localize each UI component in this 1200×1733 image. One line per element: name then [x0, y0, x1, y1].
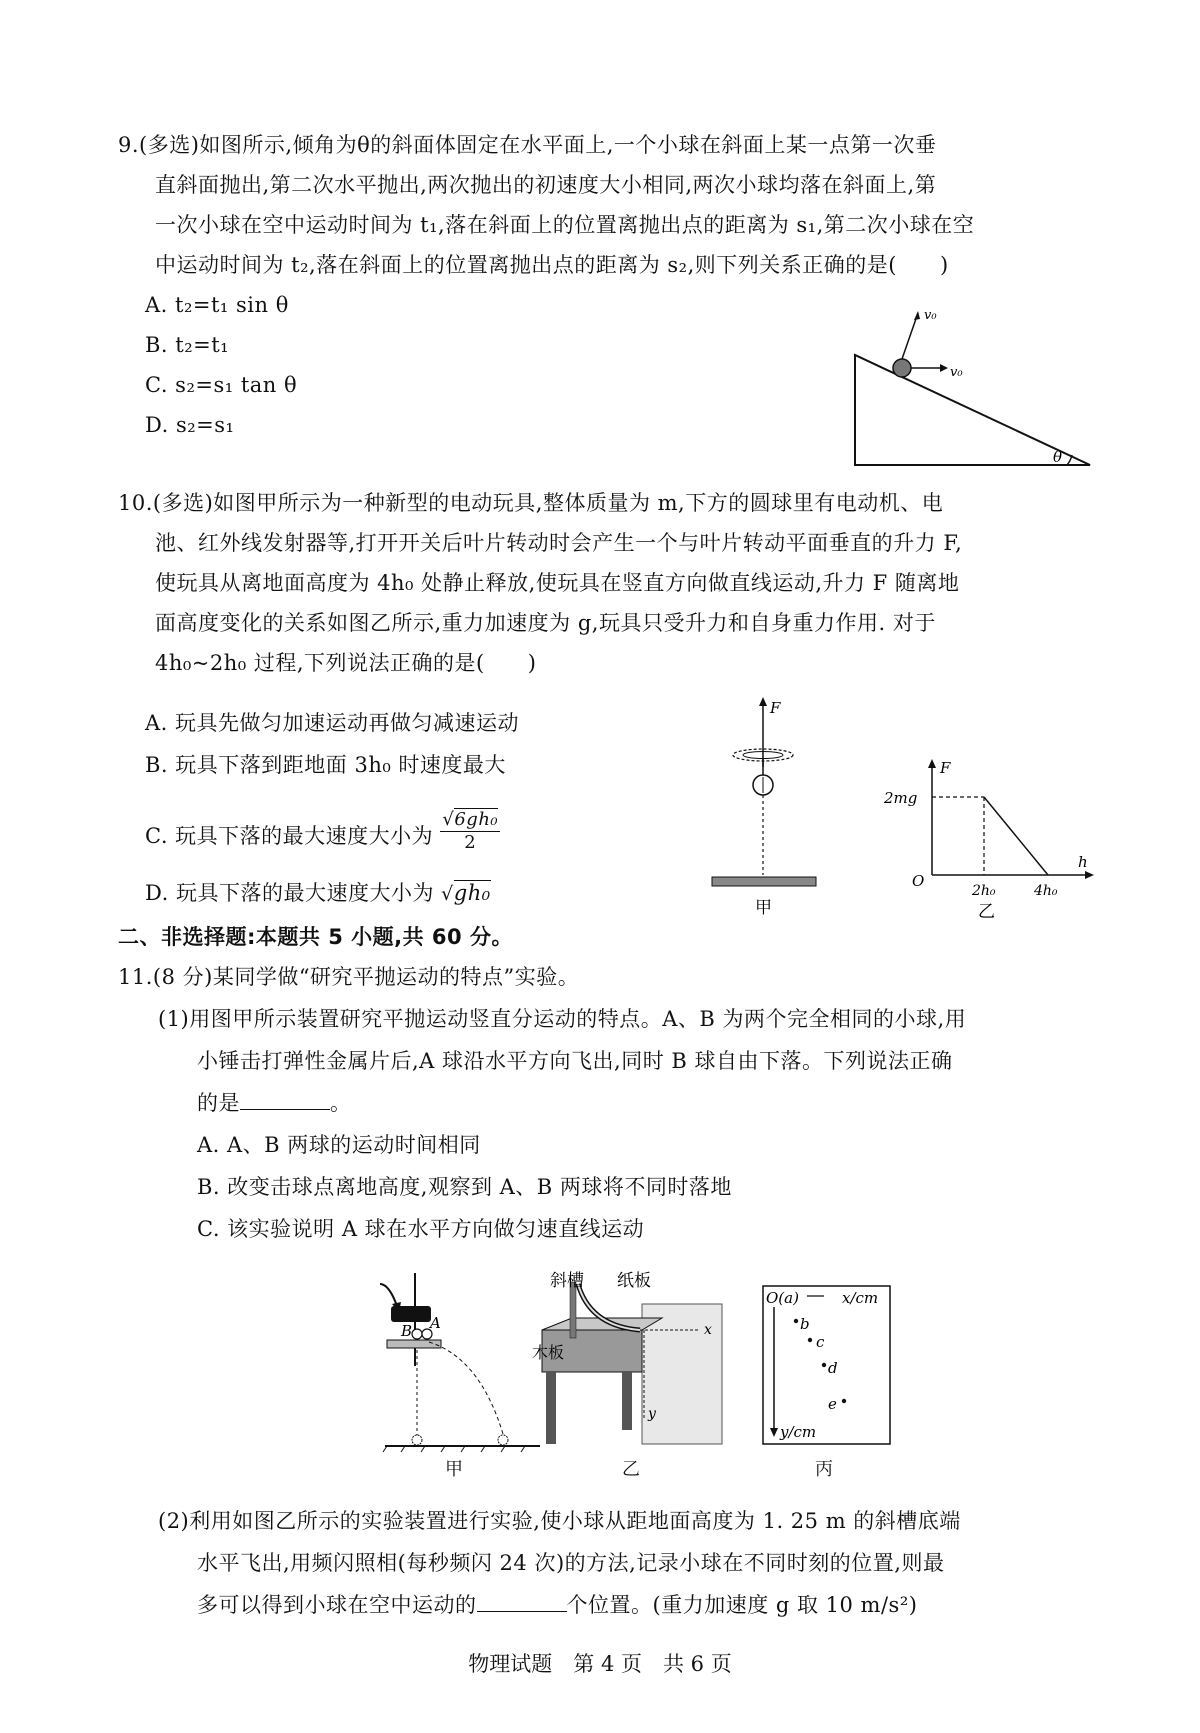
q10-line-1: 10.(多选)如图甲所示为一种新型的电动玩具,整体质量为 m,下方的圆球里有电动机、电	[118, 491, 944, 515]
q10-option-d-text: D. 玩具下落的最大速度大小为	[145, 881, 434, 905]
q11-p1-line-1: (1)用图甲所示装置研究平抛运动竖直分运动的特点。A、B 为两个完全相同的小球,用	[158, 1007, 967, 1031]
q11-fig-jia-apparatus	[375, 1268, 550, 1453]
q11-title: 11.(8 分)某同学做“研究平抛运动的特点”实验。	[118, 965, 580, 989]
q10-option-d: D. 玩具下落的最大速度大小为 √gh₀	[145, 881, 491, 905]
q11-p1-line-3	[197, 1088, 352, 1118]
q10-line-2: 池、红外线发射器等,打开开关后叶片转动时会产生一个与叶片转动平面垂直的升力 F,	[155, 531, 963, 555]
q11-yi-wood-label: 木板	[532, 1343, 565, 1362]
q10-graph-tick-4h0: 4h₀	[1034, 883, 1058, 899]
q10-toy-f-label: F	[770, 699, 781, 717]
q9-line-2: 直斜面抛出,第二次水平抛出,两次抛出的初速度大小相同,两次小球均落在斜面上,第	[155, 173, 937, 197]
q9-line-4: 中运动时间为 t₂,落在斜面上的位置离抛出点的距离为 s₂,则下列关系正确的是( )	[155, 253, 949, 277]
q9-option-d: D. s₂=s₁	[145, 413, 235, 437]
q10-graph-h-label: h	[1078, 853, 1088, 871]
q11-bing-point-e: e	[828, 1395, 837, 1413]
q9-v0-label-up: v₀	[924, 308, 937, 323]
q11-p2-answer-blank[interactable]	[477, 1591, 567, 1612]
q10-line-5: 4h₀~2h₀ 过程,下列说法正确的是( )	[155, 651, 537, 675]
q11-p1-line-2: 小锤击打弹性金属片后,A 球沿水平方向飞出,同时 B 球自由下落。下列说法正确	[197, 1049, 953, 1073]
q10-option-c-denominator: 2	[464, 832, 477, 853]
q10-graph-2mg: 2mg	[884, 789, 918, 807]
section-2-heading: 二、非选择题:本题共 5 小题,共 60 分。	[118, 925, 513, 949]
q10-graph-tick-2h0: 2h₀	[972, 883, 996, 899]
q10-option-c-fraction: $\frac{\text{√6gh₀}}{2}$	[442, 809, 499, 853]
q11-p2-line-2: 水平飞出,用频闪照相(每秒频闪 24 次)的方法,记录小球在不同时刻的位置,则最	[197, 1551, 945, 1575]
q10-graph-caption: 乙	[978, 902, 995, 920]
q10-line-4: 面高度变化的关系如图乙所示,重力加速度为 g,玩具只受升力和自身重力作用. 对于	[155, 611, 936, 635]
q9-option-c: C. s₂=s₁ tan θ	[145, 373, 298, 397]
q11-p1-option-b: B. 改变击球点离地高度,观察到 A、B 两球将不同时落地	[197, 1175, 732, 1199]
q11-p2-line-1: (2)利用如图乙所示的实验装置进行实验,使小球从距地面高度为 1. 25 m 的斜槽底端	[158, 1509, 961, 1533]
q11-p2-line-3	[197, 1590, 917, 1620]
q11-bing-point-b: b	[800, 1315, 810, 1333]
q9-option-a: A. t₂=t₁ sin θ	[145, 293, 289, 317]
q11-p1-option-c: C. 该实验说明 A 球在水平方向做匀速直线运动	[197, 1217, 645, 1241]
q11-bing-point-c: c	[816, 1333, 825, 1351]
q10-line-3: 使玩具从离地面高度为 4h₀ 处静止释放,使玩具在竖直方向做直线运动,升力 F 随离地	[155, 571, 960, 595]
q11-jia-label-b: B	[401, 1322, 413, 1340]
q10-force-graph	[870, 755, 1100, 920]
q11-p2-end: 个位置。(重力加速度 g 取 10 m/s²)	[566, 1593, 918, 1617]
q10-option-d-radicand: gh₀	[453, 881, 491, 905]
q11-yi-x-label: x	[704, 1322, 712, 1338]
q11-fig-bing-caption: 丙	[815, 1459, 834, 1480]
q9-line-1: 9.(多选)如图所示,倾角为θ的斜面体固定在水平面上,一个小球在斜面上某一点第一次垂	[118, 133, 937, 157]
page-footer: 物理试题 第 4 页 共 6 页	[468, 1652, 732, 1676]
q11-p1-option-a: A. A、B 两球的运动时间相同	[197, 1133, 481, 1157]
q9-theta-label: θ	[1053, 448, 1063, 466]
q11-bing-x-axis: x/cm	[842, 1289, 879, 1307]
q9-incline-figure	[840, 305, 1100, 475]
q9-option-b: B. t₂=t₁	[145, 333, 230, 357]
q10-option-b: B. 玩具下落到距地面 3h₀ 时速度最大	[145, 753, 506, 777]
q11-yi-board-label: 纸板	[617, 1271, 651, 1291]
q11-p1-answer-blank[interactable]	[240, 1089, 330, 1110]
q10-toy-caption: 甲	[755, 898, 772, 918]
q11-p2-line-3-text: 多可以得到小球在空中运动的	[197, 1593, 477, 1617]
q10-option-c-text: C. 玩具下落的最大速度大小为	[145, 824, 434, 848]
q11-fig-bing-plot	[762, 1285, 897, 1450]
q11-p1-end: 。	[330, 1091, 352, 1115]
q9-v0-label-right: v₀	[950, 365, 963, 380]
q11-bing-origin: O(a)	[766, 1289, 799, 1307]
q9-line-3: 一次小球在空中运动时间为 t₁,落在斜面上的位置离抛出点的距离为 s₁,第二次小球在空	[155, 213, 975, 237]
q11-fig-yi-caption: 乙	[622, 1459, 641, 1480]
q11-bing-point-d: d	[828, 1359, 838, 1377]
q11-yi-chute-label: 斜槽	[550, 1271, 584, 1291]
q11-p1-line-3-text: 的是	[197, 1091, 240, 1115]
q11-bing-y-axis: y/cm	[780, 1423, 817, 1441]
q10-toy-figure	[710, 695, 840, 920]
q11-yi-y-label: y	[648, 1406, 656, 1422]
q11-jia-label-a: A	[430, 1314, 441, 1332]
q10-option-c-radicand: 6gh₀	[454, 809, 499, 830]
q10-graph-origin: O	[912, 872, 925, 890]
q11-fig-jia-caption: 甲	[445, 1459, 464, 1480]
q11-fig-yi-apparatus	[532, 1268, 732, 1453]
q10-option-c	[145, 809, 500, 860]
q10-option-a: A. 玩具先做匀加速运动再做匀减速运动	[145, 711, 520, 735]
q10-graph-f-label: F	[940, 759, 951, 777]
